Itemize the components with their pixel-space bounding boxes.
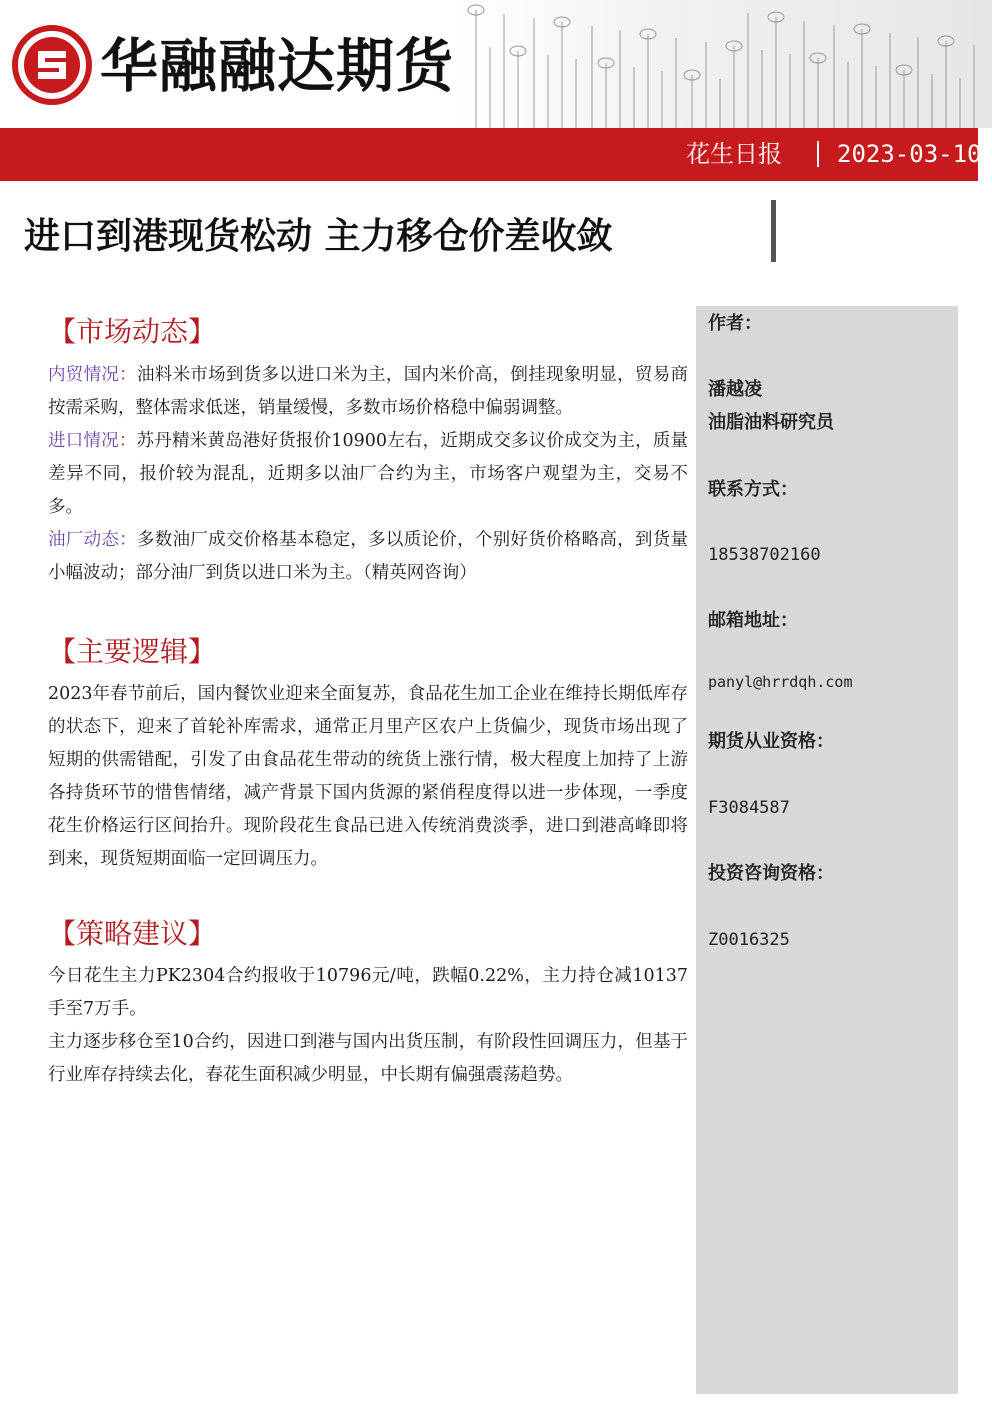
futures-qual-label: 期货从业资格： (708, 731, 834, 752)
strategy-para-2: 主力逐步移仓至10合约，因进口到港与国内出货压制，有阶段性回调压力，但基于行业库存持续去化，春花生面积减少明显，中长期有偏强震荡趋势。 (48, 1032, 688, 1085)
report-date: 2023-03-10 (837, 140, 982, 168)
section-title-market: 【市场动态】 (48, 315, 217, 348)
section-title-strategy: 【策略建议】 (48, 917, 217, 950)
author-label: 作者： (708, 313, 762, 334)
strategy-para-1: 今日花生主力PK2304合约报收于10796元/吨，跌幅0.22%，主力持仓减10137手至7万手。 (48, 966, 688, 1019)
invest-qual-number: Z0016325 (708, 930, 790, 950)
title-bar-separator (817, 141, 819, 167)
contact-label: 联系方式： (708, 479, 798, 500)
market-lead-mill: 油厂动态： (48, 530, 137, 550)
market-para-import (48, 425, 688, 524)
email-label: 邮箱地址： (708, 610, 798, 631)
title-rule (771, 200, 776, 262)
market-para-domestic (48, 359, 688, 425)
market-text-import: 苏丹精米黄岛港好货报价10900左右，近期成交多议价成交为主，质量差异不同，报价较为混乱，近期多以油厂合约为主，市场客户观望为主，交易不多。 (48, 431, 689, 517)
title-bar (0, 128, 978, 181)
market-lead-import: 进口情况： (48, 431, 137, 451)
market-para-mill (48, 524, 688, 590)
page-title: 进口到港现货松动 主力移仓价差收敛 (24, 215, 613, 257)
logic-paragraph: 2023年春节前后，国内餐饮业迎来全面复苏，食品花生加工企业在维持长期低库存的状态下，迎来了首轮补库需求，通常正月里产区农户上货偏少，现货市场出现了短期的供需错配，引发了由食品花生带动的统货上涨行情，极大程度上加持了上游各持货环节的惜售情绪，减产背景下国内货源的紧俏程度得以进一步体现，一季度花生价格运行区间抬升。现阶段花生食品已进入传统消费淡季，进口到港高峰即将到来，现货短期面临一定回调压力。 (48, 684, 688, 869)
header-decoration (456, 0, 992, 128)
email-address[interactable]: panyl@hrrdqh.com (708, 673, 853, 691)
market-text-domestic: 油料米市场到货多以进口米为主，国内米价高，倒挂现象明显，贸易商按需采购，整体需求低迷，销量缓慢，多数市场价格稳中偏弱调整。 (48, 365, 689, 418)
phone-number: 18538702160 (708, 545, 821, 565)
author-sidebar (696, 306, 958, 1394)
author-title: 油脂油料研究员 (708, 412, 834, 433)
market-lead-domestic: 内贸情况： (48, 365, 137, 385)
report-type: 花生日报 (686, 140, 782, 168)
invest-qual-label: 投资咨询资格： (708, 863, 834, 884)
author-name: 潘越凌 (708, 379, 762, 400)
futures-qual-number: F3084587 (708, 798, 790, 818)
section-title-logic: 【主要逻辑】 (48, 635, 217, 668)
company-name: 华融融达期货 (100, 32, 455, 100)
company-logo-icon (12, 25, 92, 105)
market-text-mill: 多数油厂成交价格基本稳定，多以质论价，个别好货价格略高，到货量小幅波动；部分油厂到货以进口米为主。（精英网咨询） (48, 530, 689, 583)
